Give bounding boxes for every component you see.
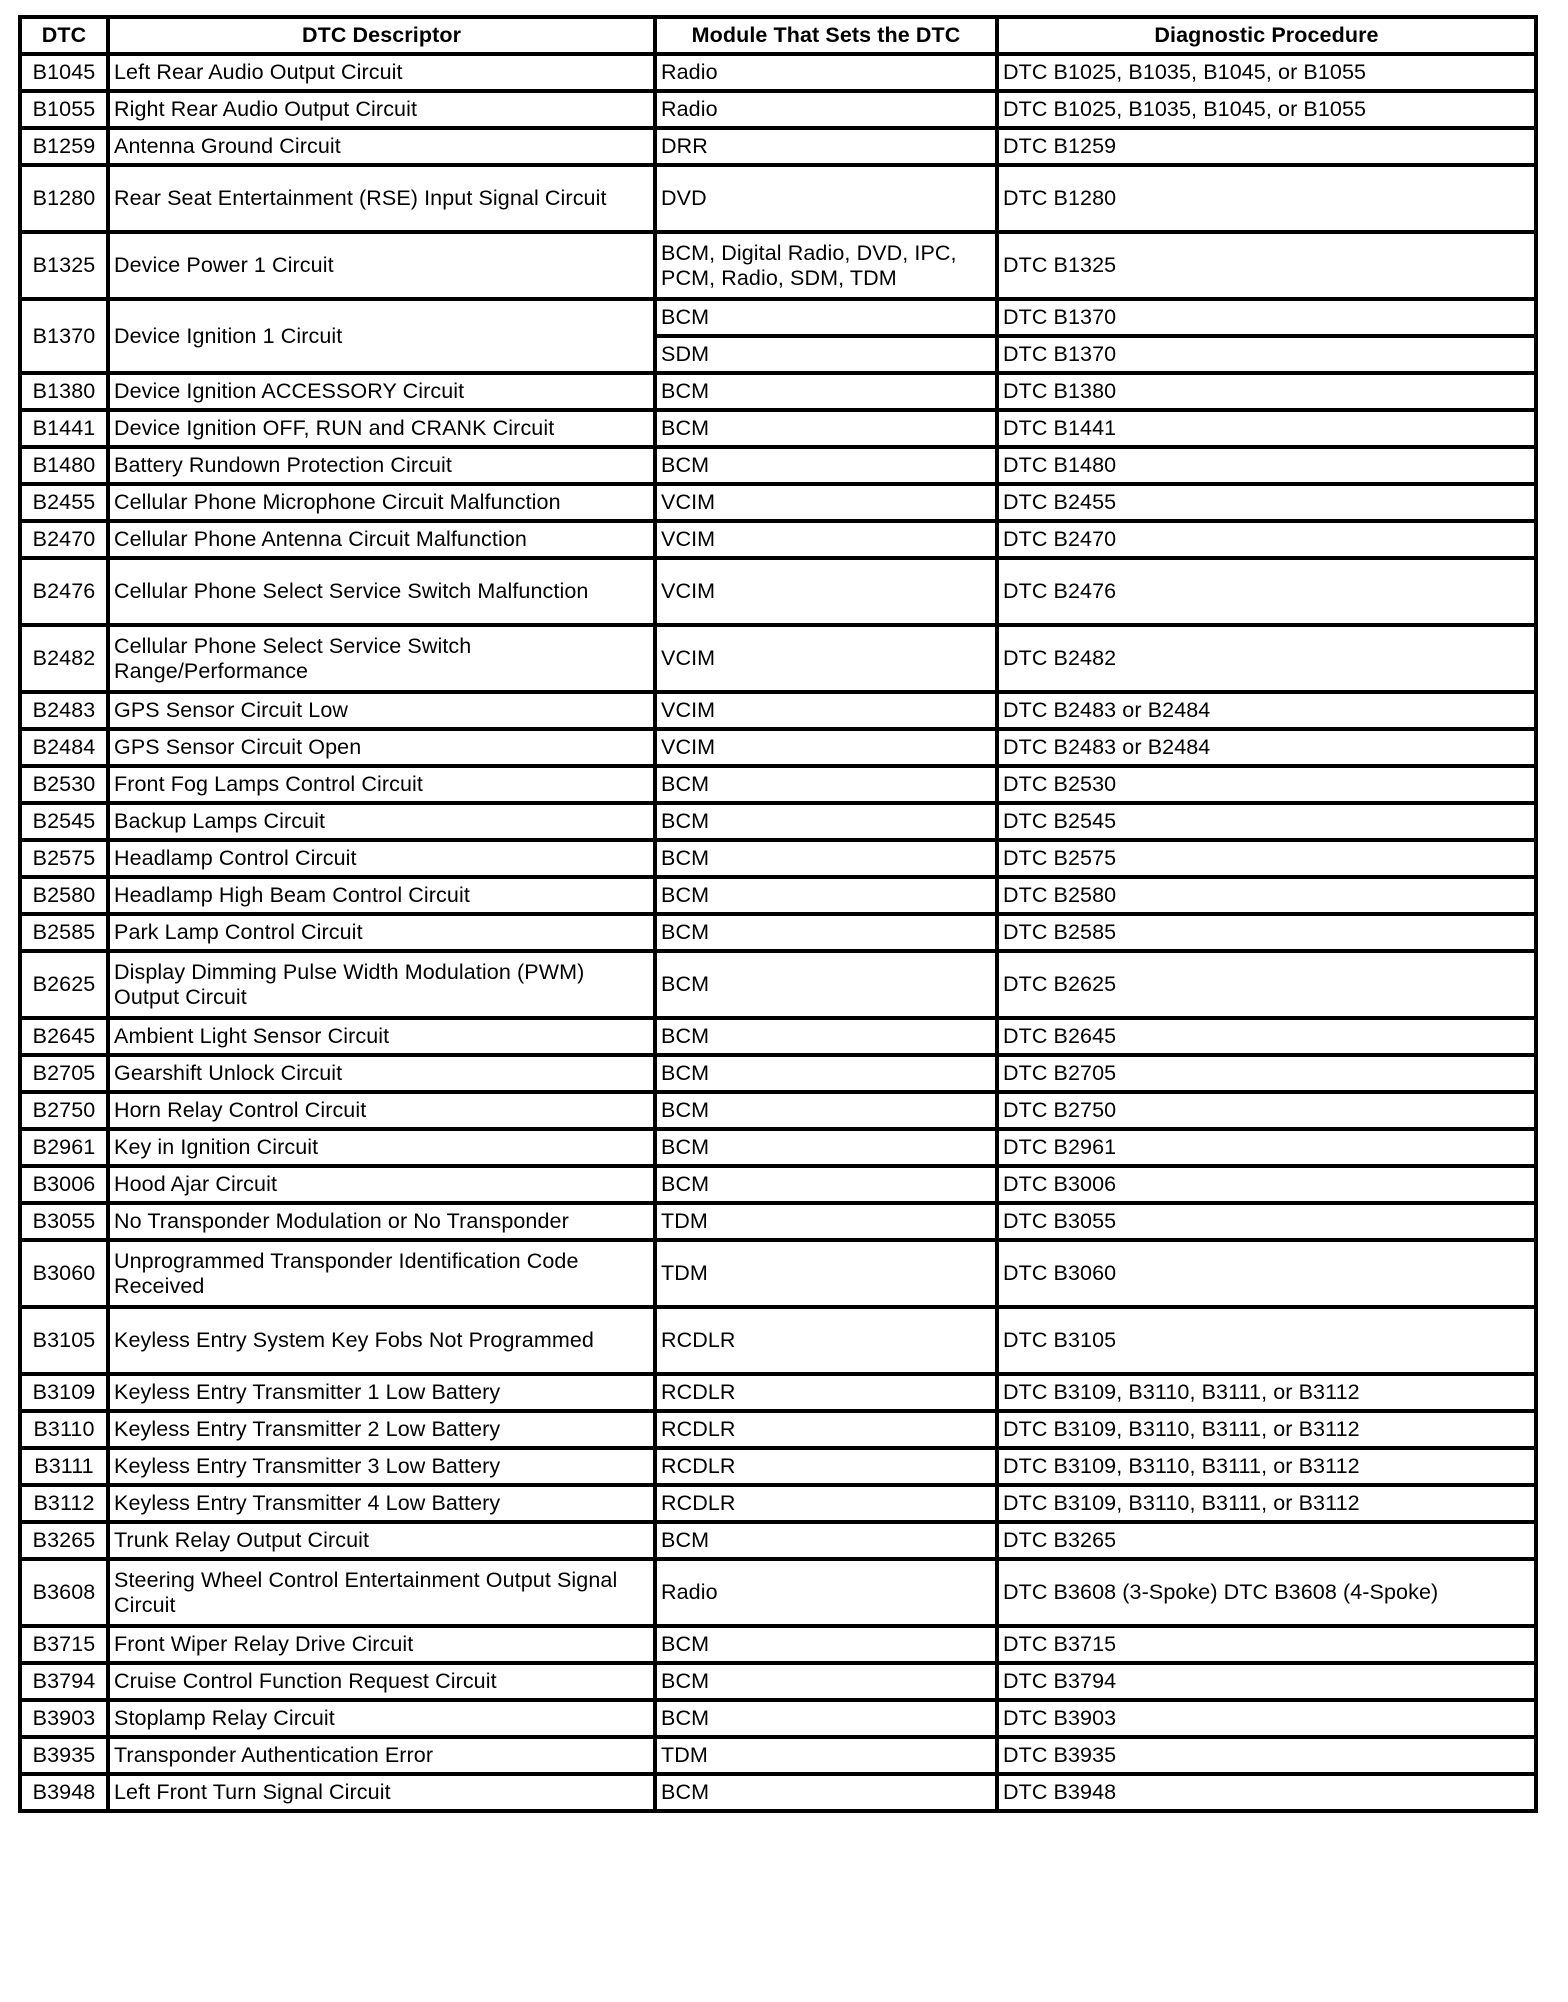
- procedure-cell: DTC B1025, B1035, B1045, or B1055: [997, 91, 1536, 128]
- table-row: [20, 951, 1536, 1018]
- dtc-code-cell: B3935: [20, 1737, 108, 1774]
- dtc-code-cell: B2545: [20, 803, 108, 840]
- module-cell: Radio: [655, 91, 997, 128]
- procedure-cell: DTC B2482: [997, 625, 1536, 692]
- dtc-code-cell: B2470: [20, 521, 108, 558]
- procedure-cell: DTC B3055: [997, 1203, 1536, 1240]
- module-cell: BCM: [655, 766, 997, 803]
- dtc-descriptor-cell: Headlamp Control Circuit: [108, 840, 655, 877]
- table-body: [20, 54, 1536, 1811]
- dtc-descriptor-cell: Backup Lamps Circuit: [108, 803, 655, 840]
- dtc-descriptor-cell: Transponder Authentication Error: [108, 1737, 655, 1774]
- dtc-descriptor-cell: Keyless Entry Transmitter 2 Low Battery: [108, 1411, 655, 1448]
- procedure-cell: DTC B2961: [997, 1129, 1536, 1166]
- dtc-descriptor-cell: Device Ignition OFF, RUN and CRANK Circuit: [108, 410, 655, 447]
- module-cell: BCM: [655, 1092, 997, 1129]
- module-cell: BCM: [655, 373, 997, 410]
- dtc-code-cell: B2585: [20, 914, 108, 951]
- dtc-code-cell: B2455: [20, 484, 108, 521]
- module-cell: BCM: [655, 1166, 997, 1203]
- dtc-descriptor-cell: Device Power 1 Circuit: [108, 232, 655, 299]
- table-row: [20, 729, 1536, 766]
- dtc-code-cell: B1259: [20, 128, 108, 165]
- dtc-descriptor-cell: Rear Seat Entertainment (RSE) Input Signal Circuit: [108, 165, 655, 232]
- dtc-code-cell: B1280: [20, 165, 108, 232]
- table-row: [20, 692, 1536, 729]
- dtc-descriptor-cell: Unprogrammed Transponder Identification Code Received: [108, 1240, 655, 1307]
- dtc-descriptor-cell: Cellular Phone Microphone Circuit Malfunction: [108, 484, 655, 521]
- table-row: [20, 1374, 1536, 1411]
- dtc-descriptor-cell: Cellular Phone Select Service Switch Malfunction: [108, 558, 655, 625]
- module-cell: BCM: [655, 1774, 997, 1811]
- dtc-code-cell: B1325: [20, 232, 108, 299]
- dtc-descriptor-cell: Device Ignition ACCESSORY Circuit: [108, 373, 655, 410]
- dtc-code-cell: B1380: [20, 373, 108, 410]
- procedure-cell: DTC B3715: [997, 1626, 1536, 1663]
- procedure-cell: DTC B2483 or B2484: [997, 729, 1536, 766]
- table-row: [20, 1411, 1536, 1448]
- table-row: [20, 803, 1536, 840]
- procedure-cell: DTC B3060: [997, 1240, 1536, 1307]
- module-cell: DVD: [655, 165, 997, 232]
- module-cell: VCIM: [655, 729, 997, 766]
- table-row: [20, 1774, 1536, 1811]
- dtc-descriptor-cell: Keyless Entry Transmitter 4 Low Battery: [108, 1485, 655, 1522]
- module-cell: BCM: [655, 1018, 997, 1055]
- dtc-code-cell: B3265: [20, 1522, 108, 1559]
- dtc-code-cell: B3105: [20, 1307, 108, 1374]
- procedure-cell: DTC B2530: [997, 766, 1536, 803]
- dtc-table: [18, 15, 1538, 1813]
- dtc-descriptor-cell: GPS Sensor Circuit Low: [108, 692, 655, 729]
- table-row: [20, 1092, 1536, 1129]
- module-cell: Radio: [655, 54, 997, 91]
- procedure-cell: DTC B3109, B3110, B3111, or B3112: [997, 1411, 1536, 1448]
- table-row: [20, 1307, 1536, 1374]
- module-cell: BCM: [655, 410, 997, 447]
- procedure-cell: DTC B3109, B3110, B3111, or B3112: [997, 1485, 1536, 1522]
- procedure-cell: DTC B3006: [997, 1166, 1536, 1203]
- dtc-descriptor-cell: Keyless Entry System Key Fobs Not Programmed: [108, 1307, 655, 1374]
- procedure-cell: DTC B1259: [997, 128, 1536, 165]
- table-row: [20, 447, 1536, 484]
- module-cell: BCM: [655, 803, 997, 840]
- dtc-code-cell: B3006: [20, 1166, 108, 1203]
- dtc-code-cell: B2645: [20, 1018, 108, 1055]
- table-row: [20, 1626, 1536, 1663]
- dtc-descriptor-cell: Trunk Relay Output Circuit: [108, 1522, 655, 1559]
- dtc-code-cell: B2483: [20, 692, 108, 729]
- dtc-descriptor-cell: Device Ignition 1 Circuit: [108, 299, 655, 373]
- table-row: [20, 299, 1536, 336]
- procedure-cell: DTC B1370: [997, 336, 1536, 373]
- header-descriptor: DTC Descriptor: [108, 17, 655, 54]
- table-row: [20, 1522, 1536, 1559]
- module-cell: BCM, Digital Radio, DVD, IPC, PCM, Radio, SDM, TDM: [655, 232, 997, 299]
- procedure-cell: DTC B3948: [997, 1774, 1536, 1811]
- table-row: [20, 1018, 1536, 1055]
- dtc-descriptor-cell: Left Rear Audio Output Circuit: [108, 54, 655, 91]
- dtc-code-cell: B2484: [20, 729, 108, 766]
- procedure-cell: DTC B2483 or B2484: [997, 692, 1536, 729]
- dtc-descriptor-cell: Right Rear Audio Output Circuit: [108, 91, 655, 128]
- procedure-cell: DTC B3935: [997, 1737, 1536, 1774]
- procedure-cell: DTC B1441: [997, 410, 1536, 447]
- module-cell: DRR: [655, 128, 997, 165]
- dtc-code-cell: B3794: [20, 1663, 108, 1700]
- procedure-cell: DTC B2476: [997, 558, 1536, 625]
- module-cell: BCM: [655, 299, 997, 336]
- dtc-descriptor-cell: Battery Rundown Protection Circuit: [108, 447, 655, 484]
- table-row: [20, 766, 1536, 803]
- dtc-descriptor-cell: Ambient Light Sensor Circuit: [108, 1018, 655, 1055]
- table-row: [20, 558, 1536, 625]
- table-row: [20, 484, 1536, 521]
- header-row: [20, 17, 1536, 54]
- module-cell: BCM: [655, 914, 997, 951]
- dtc-descriptor-cell: Front Wiper Relay Drive Circuit: [108, 1626, 655, 1663]
- dtc-code-cell: B2482: [20, 625, 108, 692]
- module-cell: SDM: [655, 336, 997, 373]
- dtc-descriptor-cell: Cellular Phone Antenna Circuit Malfunction: [108, 521, 655, 558]
- module-cell: BCM: [655, 951, 997, 1018]
- table-row: [20, 1166, 1536, 1203]
- dtc-code-cell: B1441: [20, 410, 108, 447]
- table-row: [20, 373, 1536, 410]
- dtc-code-cell: B1480: [20, 447, 108, 484]
- dtc-code-cell: B2625: [20, 951, 108, 1018]
- procedure-cell: DTC B1380: [997, 373, 1536, 410]
- procedure-cell: DTC B1370: [997, 299, 1536, 336]
- dtc-descriptor-cell: Park Lamp Control Circuit: [108, 914, 655, 951]
- procedure-cell: DTC B1480: [997, 447, 1536, 484]
- header-dtc: DTC: [20, 17, 108, 54]
- table-row: [20, 1448, 1536, 1485]
- dtc-descriptor-cell: Cellular Phone Select Service Switch Range/Performance: [108, 625, 655, 692]
- module-cell: VCIM: [655, 625, 997, 692]
- procedure-cell: DTC B3903: [997, 1700, 1536, 1737]
- procedure-cell: DTC B2455: [997, 484, 1536, 521]
- procedure-cell: DTC B3105: [997, 1307, 1536, 1374]
- dtc-code-cell: B2750: [20, 1092, 108, 1129]
- table-row: [20, 54, 1536, 91]
- dtc-code-cell: B3111: [20, 1448, 108, 1485]
- table-row: [20, 1485, 1536, 1522]
- module-cell: BCM: [655, 1626, 997, 1663]
- dtc-code-cell: B2575: [20, 840, 108, 877]
- table-row: [20, 1663, 1536, 1700]
- module-cell: VCIM: [655, 521, 997, 558]
- dtc-descriptor-cell: Cruise Control Function Request Circuit: [108, 1663, 655, 1700]
- table-row: [20, 1129, 1536, 1166]
- dtc-code-cell: B3110: [20, 1411, 108, 1448]
- module-cell: RCDLR: [655, 1307, 997, 1374]
- dtc-descriptor-cell: Keyless Entry Transmitter 3 Low Battery: [108, 1448, 655, 1485]
- module-cell: BCM: [655, 447, 997, 484]
- procedure-cell: DTC B3109, B3110, B3111, or B3112: [997, 1448, 1536, 1485]
- procedure-cell: DTC B2545: [997, 803, 1536, 840]
- table-row: [20, 1203, 1536, 1240]
- table-row: [20, 1737, 1536, 1774]
- dtc-code-cell: B3060: [20, 1240, 108, 1307]
- dtc-code-cell: B2705: [20, 1055, 108, 1092]
- table-row: [20, 840, 1536, 877]
- dtc-descriptor-cell: Left Front Turn Signal Circuit: [108, 1774, 655, 1811]
- header-module: Module That Sets the DTC: [655, 17, 997, 54]
- procedure-cell: DTC B3608 (3-Spoke) DTC B3608 (4-Spoke): [997, 1559, 1536, 1626]
- dtc-descriptor-cell: Hood Ajar Circuit: [108, 1166, 655, 1203]
- module-cell: VCIM: [655, 558, 997, 625]
- module-cell: TDM: [655, 1737, 997, 1774]
- module-cell: Radio: [655, 1559, 997, 1626]
- module-cell: RCDLR: [655, 1448, 997, 1485]
- dtc-descriptor-cell: Stoplamp Relay Circuit: [108, 1700, 655, 1737]
- table-row: [20, 232, 1536, 299]
- table-row: [20, 128, 1536, 165]
- dtc-code-cell: B2530: [20, 766, 108, 803]
- procedure-cell: DTC B3109, B3110, B3111, or B3112: [997, 1374, 1536, 1411]
- procedure-cell: DTC B1025, B1035, B1045, or B1055: [997, 54, 1536, 91]
- dtc-code-cell: B3948: [20, 1774, 108, 1811]
- dtc-code-cell: B2961: [20, 1129, 108, 1166]
- dtc-code-cell: B3715: [20, 1626, 108, 1663]
- module-cell: BCM: [655, 1522, 997, 1559]
- dtc-descriptor-cell: Steering Wheel Control Entertainment Output Signal Circuit: [108, 1559, 655, 1626]
- dtc-descriptor-cell: Key in Ignition Circuit: [108, 1129, 655, 1166]
- procedure-cell: DTC B2580: [997, 877, 1536, 914]
- dtc-descriptor-cell: Gearshift Unlock Circuit: [108, 1055, 655, 1092]
- module-cell: BCM: [655, 1700, 997, 1737]
- module-cell: RCDLR: [655, 1374, 997, 1411]
- dtc-descriptor-cell: Display Dimming Pulse Width Modulation (PWM) Output Circuit: [108, 951, 655, 1018]
- module-cell: VCIM: [655, 692, 997, 729]
- module-cell: RCDLR: [655, 1411, 997, 1448]
- table-row: [20, 914, 1536, 951]
- dtc-code-cell: B1045: [20, 54, 108, 91]
- table-row: [20, 1240, 1536, 1307]
- table-row: [20, 877, 1536, 914]
- table-row: [20, 1055, 1536, 1092]
- table-row: [20, 91, 1536, 128]
- dtc-code-cell: B3055: [20, 1203, 108, 1240]
- module-cell: BCM: [655, 840, 997, 877]
- procedure-cell: DTC B1325: [997, 232, 1536, 299]
- dtc-descriptor-cell: Front Fog Lamps Control Circuit: [108, 766, 655, 803]
- module-cell: TDM: [655, 1203, 997, 1240]
- procedure-cell: DTC B2585: [997, 914, 1536, 951]
- dtc-code-cell: B3903: [20, 1700, 108, 1737]
- module-cell: BCM: [655, 1055, 997, 1092]
- module-cell: RCDLR: [655, 1485, 997, 1522]
- procedure-cell: DTC B2470: [997, 521, 1536, 558]
- dtc-descriptor-cell: No Transponder Modulation or No Transponder: [108, 1203, 655, 1240]
- dtc-code-cell: B1370: [20, 299, 108, 373]
- module-cell: BCM: [655, 877, 997, 914]
- dtc-descriptor-cell: Keyless Entry Transmitter 1 Low Battery: [108, 1374, 655, 1411]
- dtc-code-cell: B3112: [20, 1485, 108, 1522]
- procedure-cell: DTC B2645: [997, 1018, 1536, 1055]
- dtc-descriptor-cell: Antenna Ground Circuit: [108, 128, 655, 165]
- module-cell: TDM: [655, 1240, 997, 1307]
- dtc-code-cell: B2476: [20, 558, 108, 625]
- dtc-code-cell: B3109: [20, 1374, 108, 1411]
- table-row: [20, 521, 1536, 558]
- table-row: [20, 1700, 1536, 1737]
- procedure-cell: DTC B2625: [997, 951, 1536, 1018]
- dtc-code-cell: B2580: [20, 877, 108, 914]
- table-row: [20, 625, 1536, 692]
- procedure-cell: DTC B2575: [997, 840, 1536, 877]
- table-row: [20, 1559, 1536, 1626]
- dtc-descriptor-cell: Horn Relay Control Circuit: [108, 1092, 655, 1129]
- module-cell: BCM: [655, 1129, 997, 1166]
- dtc-descriptor-cell: GPS Sensor Circuit Open: [108, 729, 655, 766]
- procedure-cell: DTC B3794: [997, 1663, 1536, 1700]
- table-row: [20, 165, 1536, 232]
- procedure-cell: DTC B3265: [997, 1522, 1536, 1559]
- procedure-cell: DTC B2705: [997, 1055, 1536, 1092]
- table-row: [20, 410, 1536, 447]
- procedure-cell: DTC B1280: [997, 165, 1536, 232]
- procedure-cell: DTC B2750: [997, 1092, 1536, 1129]
- module-cell: VCIM: [655, 484, 997, 521]
- dtc-code-cell: B3608: [20, 1559, 108, 1626]
- dtc-descriptor-cell: Headlamp High Beam Control Circuit: [108, 877, 655, 914]
- dtc-code-cell: B1055: [20, 91, 108, 128]
- header-procedure: Diagnostic Procedure: [997, 17, 1536, 54]
- module-cell: BCM: [655, 1663, 997, 1700]
